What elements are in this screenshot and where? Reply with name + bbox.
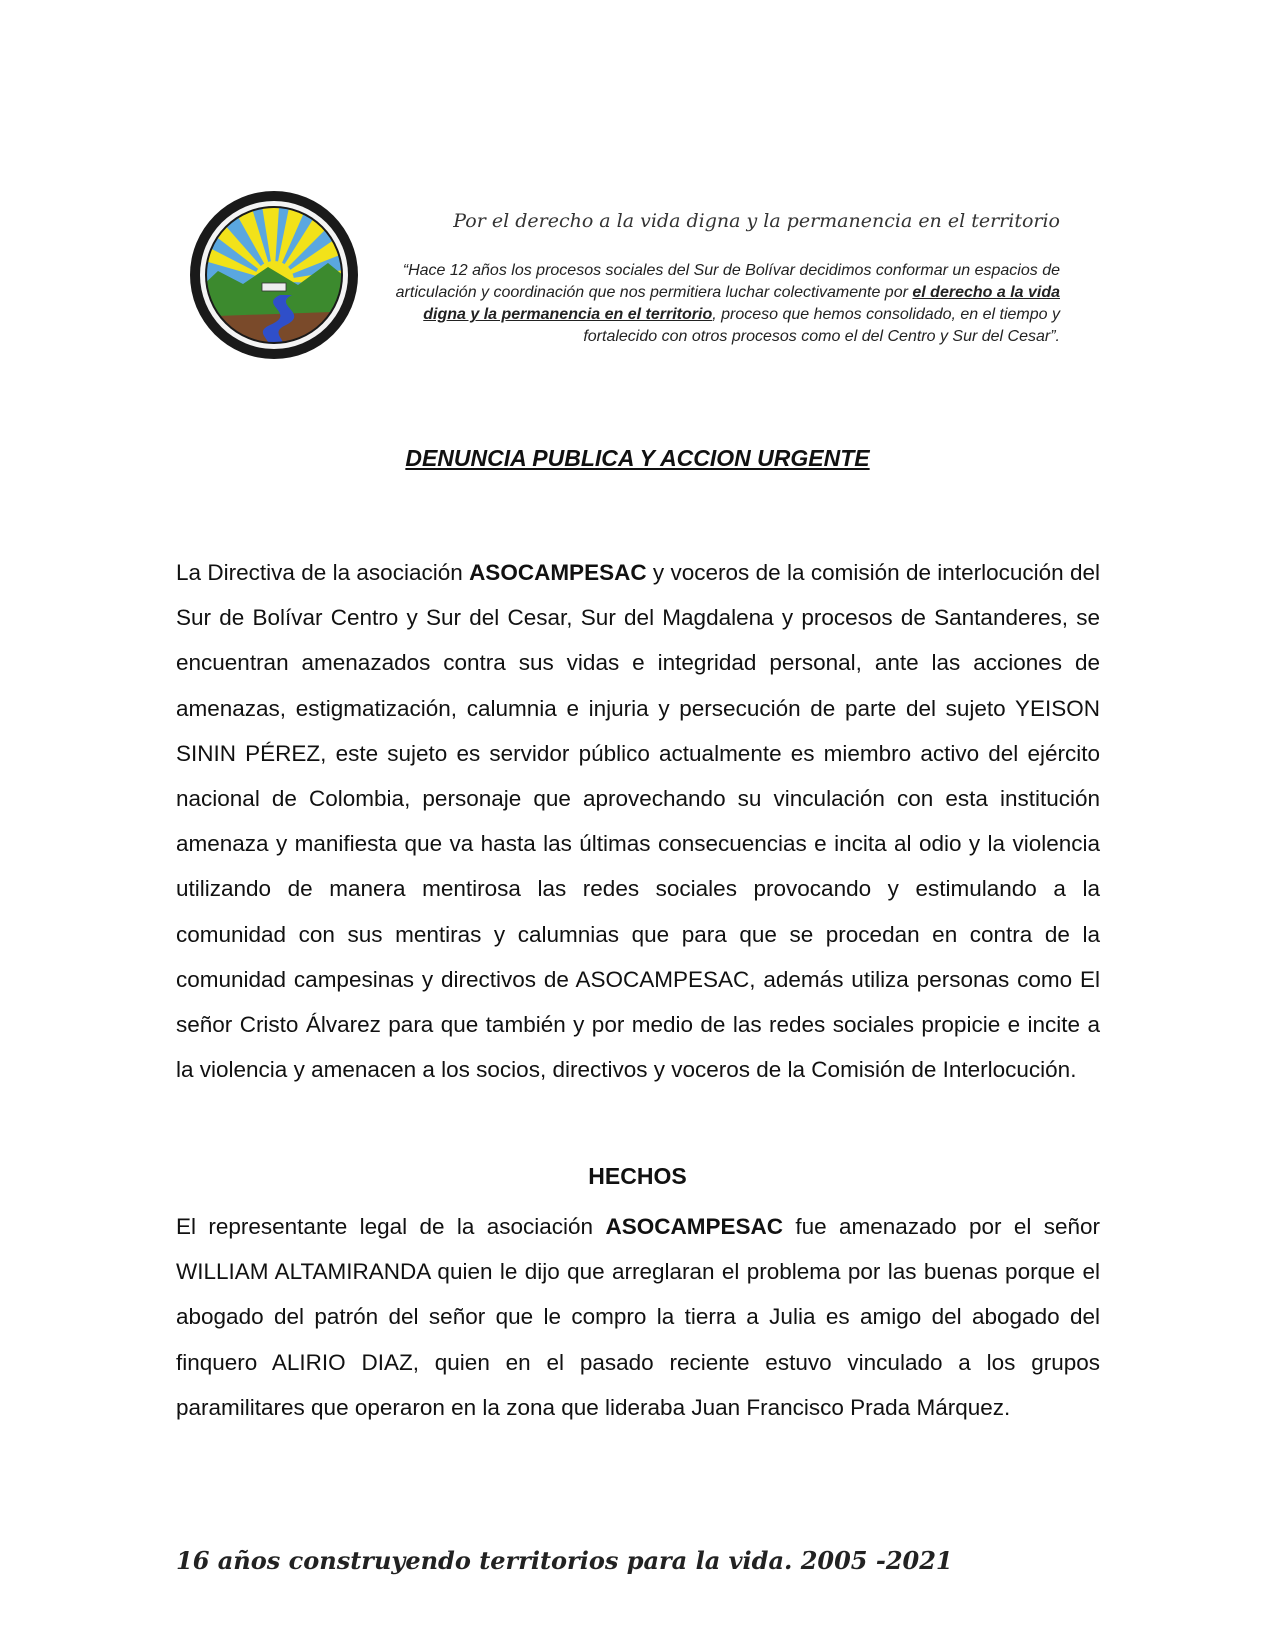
paragraph-text: y voceros de la comisión de interlocución del Sur de Bolívar Centro y Sur del Cesar, Sur del Magdalena y procesos de Santanderes, se encuentran amenazados contra sus vidas e integridad personal, ante las acciones de amenazas, estigmatización, calumnia e injuria y persecución de parte del sujeto YEISON SININ PÉREZ, este sujeto es servidor público actualmente es miembro activo del ejército nacional de Colombia, personaje que aprovechando su vinculación con esta institución amenaza y manifiesta que va hasta las últimas consecuencias e incita al odio y la violencia utilizando de manera mentirosa las redes sociales provocando y estimulando a la comunidad con sus mentiras y calumnias que para que se procedan en contra de la comunidad campesinas y directivos de ASOCAMPESAC, además utiliza personas como El señor Cristo Álvarez para que también y por medio de las redes sociales propicie e incite a la violencia y amenacen a los socios, directivos y voceros de la Comisión de Interlocución. [176, 560, 1100, 1083]
organization-logo [188, 189, 360, 361]
paragraph-text: El representante legal de la asociación [176, 1214, 606, 1239]
paragraph-text: fue amenazado por el señor WILLIAM ALTAMIRANDA quien le dijo que arreglaran el problema por las buenas porque el abogado del patrón del señor que le compro la tierra a Julia es amigo del abogado del finquero ALIRIO DIAZ, quien en el pasado reciente estuvo vinculado a los grupos paramilitares que operaron en la zona que lideraba Juan Francisco Prada Márquez. [176, 1214, 1100, 1420]
organization-name: ASOCAMPESAC [469, 560, 647, 585]
header-quote [385, 260, 1060, 348]
paragraph-text: La Directiva de la asociación [176, 560, 470, 585]
quote-text-start: “Hace 12 años los procesos sociales del Sur de Bolívar decidimos conformar un espacios de articulación y coordinación que nos permitiera luchar colectivamente por [395, 262, 1060, 301]
section-heading-hechos: HECHOS [588, 1163, 687, 1189]
quote-text-end: , proceso que hemos consolidado, en el tiempo y fortalecido con otros procesos como el del Centro y Sur del Cesar”. [583, 306, 1060, 345]
document-title: DENUNCIA PUBLICA Y ACCION URGENTE [405, 445, 870, 471]
quote-underlined-text: el derecho a la vida digna y la permanencia en el territorio [423, 284, 1060, 323]
paragraph-denuncia [176, 550, 1100, 1092]
paragraph-hechos [176, 1204, 1100, 1430]
footer-tagline: 16 años construyendo territorios para la vida. 2005 -2021 [176, 1546, 953, 1575]
organization-name: ASOCAMPESAC [605, 1214, 783, 1239]
header-motto: Por el derecho a la vida digna y la permanencia en el territorio [453, 210, 1060, 232]
